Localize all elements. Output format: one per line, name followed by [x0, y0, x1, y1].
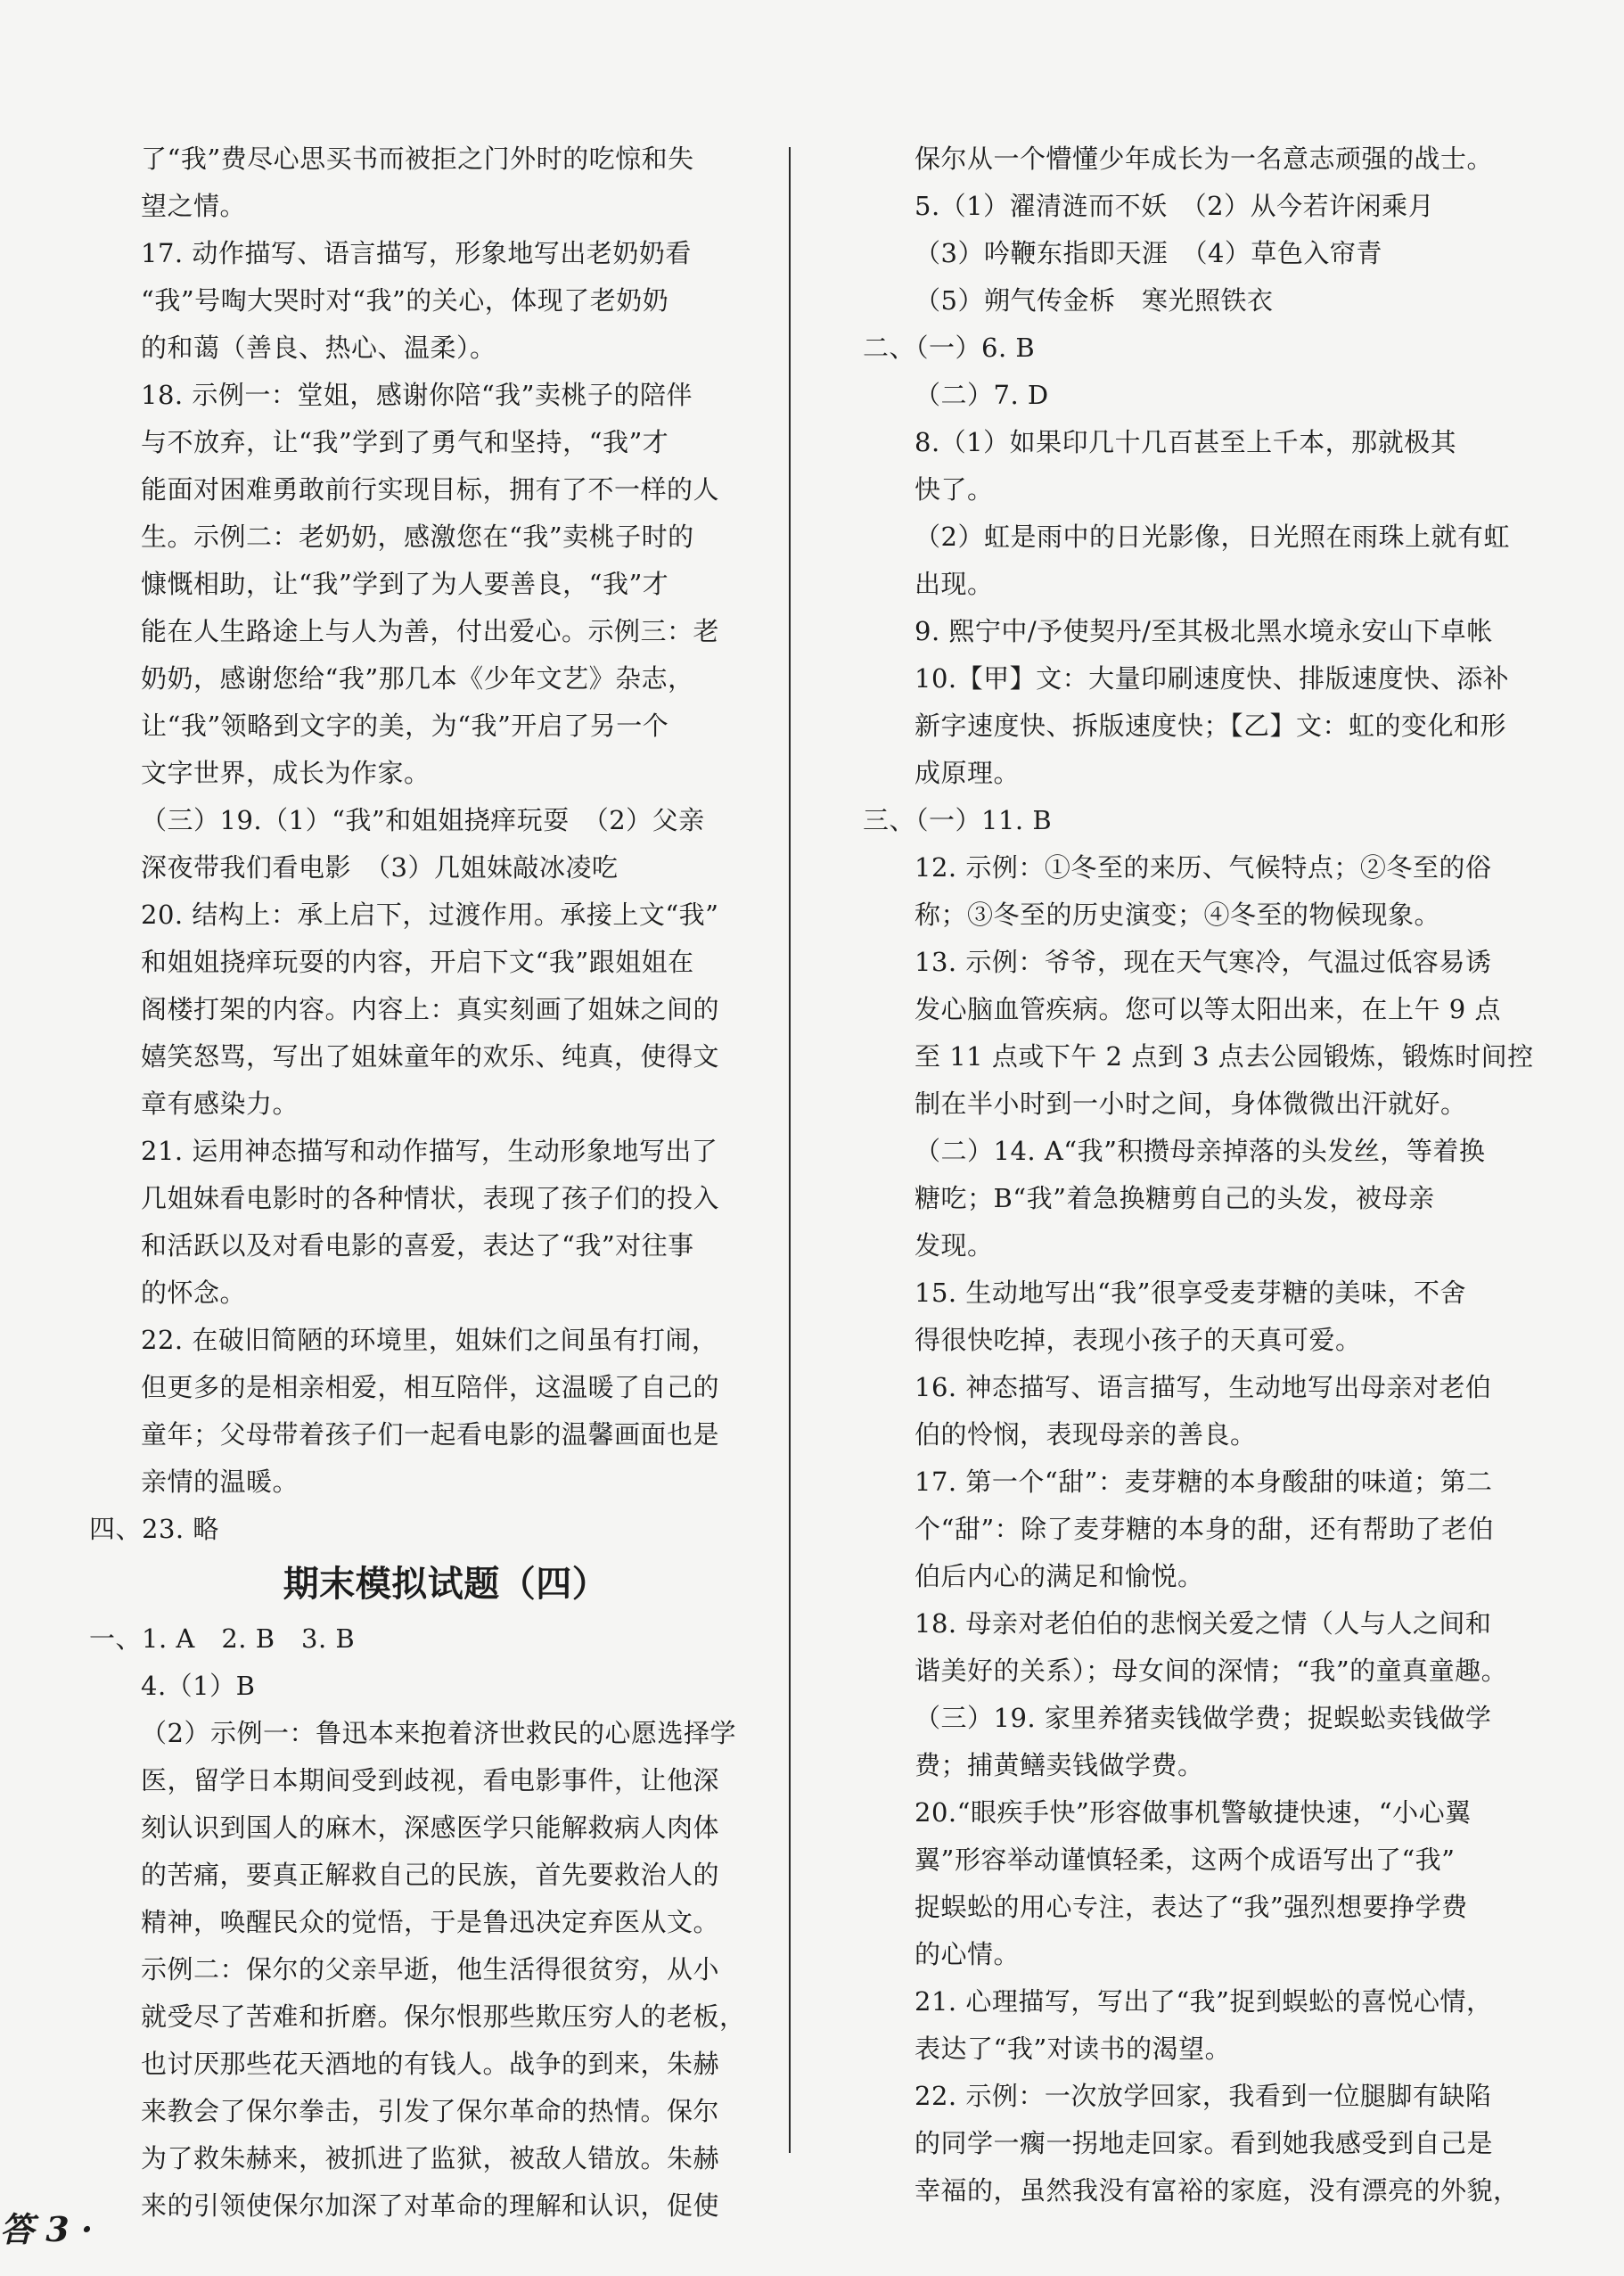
- text-line: 奶奶，感谢您给“我”那几本《少年文艺》杂志，: [141, 663, 694, 694]
- text-line: 让“我”领略到文字的美，为“我”开启了另一个: [141, 711, 669, 741]
- text-line: 伯后内心的满足和愉悦。: [915, 1561, 1204, 1591]
- text-line: 了“我”费尽心思买书而被拒之门外时的吃惊和失: [141, 144, 694, 174]
- text-line: 出现。: [915, 569, 994, 599]
- text-line: 三、（一）11. B: [863, 805, 1053, 835]
- text-line: 深夜带我们看电影 （3）几姐妹敲冰凌吃: [141, 852, 619, 883]
- text-line: 捉蜈蚣的用心专注，表达了“我”强烈想要挣学费: [915, 1892, 1468, 1922]
- text-line: 发心脑血管疾病。您可以等太阳出来，在上午 9 点: [915, 994, 1501, 1024]
- text-line: 8.（1）如果印几十几百甚至上千本，那就极其: [915, 427, 1457, 457]
- text-line: 亲情的温暖。: [141, 1467, 299, 1497]
- text-line: 也讨厌那些花天酒地的有钱人。战争的到来，朱赫: [141, 2049, 720, 2079]
- text-line: 医，留学日本期间受到歧视，看电影事件，让他深: [141, 1765, 720, 1795]
- text-line: 来教会了保尔拳击，引发了保尔革命的热情。保尔: [141, 2096, 720, 2126]
- text-line: 慷慨相助，让“我”学到了为人要善良，“我”才: [141, 569, 669, 599]
- text-line: 文字世界，成长为作家。: [141, 758, 431, 788]
- left-column: [89, 136, 746, 2230]
- text-line: 生。示例二：老奶奶，感激您在“我”卖桃子时的: [141, 522, 694, 552]
- section-title: 期末模拟试题（四）: [283, 1563, 609, 1605]
- text-line: 四、23. 略: [89, 1514, 219, 1544]
- text-line: 17. 动作描写、语言描写，形象地写出老奶奶看: [141, 238, 692, 268]
- text-line: （三）19. 家里养猪卖钱做学费；捉蜈蚣卖钱做学: [915, 1703, 1492, 1733]
- text-line: 18. 母亲对老伯伯的悲悯关爱之情（人与人之间和: [915, 1608, 1492, 1639]
- text-line: 9. 熙宁中/予使契丹/至其极北黑水境永安山下卓帐: [915, 616, 1493, 646]
- text-line: （二）7. D: [915, 380, 1049, 410]
- text-line: 和姐姐挠痒玩耍的内容，开启下文“我”跟姐姐在: [141, 947, 694, 977]
- text-line: 快了。: [915, 474, 994, 505]
- text-line: 几姐妹看电影时的各种情状，表现了孩子们的投入: [141, 1183, 720, 1213]
- text-line: 保尔从一个懵懂少年成长为一名意志顽强的战士。: [915, 144, 1494, 174]
- text-line: 嬉笑怒骂，写出了姐妹童年的欢乐、纯真，使得文: [141, 1041, 720, 1072]
- text-line: （3）吟鞭东指即天涯 （4）草色入帘青: [915, 238, 1382, 268]
- text-line: （2）虹是雨中的日光影像，日光照在雨珠上就有虹: [915, 522, 1510, 552]
- text-line: 谐美好的关系）；母女间的深情；“我”的童真童趣。: [915, 1656, 1508, 1686]
- text-line: 制在半小时到一小时之间，身体微微出汗就好。: [915, 1089, 1467, 1119]
- text-line: 21. 运用神态描写和动作描写，生动形象地写出了: [141, 1136, 718, 1166]
- text-line: 与不放弃，让“我”学到了勇气和坚持，“我”才: [141, 427, 669, 457]
- text-line: 的心情。: [915, 1939, 1021, 1969]
- text-line: 精神，唤醒民众的觉悟，于是鲁迅决定弃医从文。: [141, 1907, 720, 1937]
- text-line: 22. 示例：一次放学回家，我看到一位腿脚有缺陷: [915, 2081, 1492, 2111]
- text-line: 阁楼打架的内容。内容上：真实刻画了姐妹之间的: [141, 994, 720, 1024]
- page-number: 答 3 ·: [0, 2209, 94, 2249]
- right-column: [863, 136, 1534, 2214]
- text-line: （2）示例一：鲁迅本来抱着济世救民的心愿选择学: [141, 1718, 736, 1748]
- text-line: 新字速度快、拆版速度快；【乙】文：虹的变化和形: [915, 711, 1507, 741]
- text-line: 18. 示例一：堂姐，感谢你陪“我”卖桃子的陪伴: [141, 380, 693, 410]
- text-line: 糖吃；B“我”着急换糖剪自己的头发，被母亲: [915, 1183, 1435, 1213]
- text-line: 17. 第一个“甜”：麦芽糖的本身酸甜的味道；第二: [915, 1467, 1493, 1497]
- text-line: 为了救朱赫来，被抓进了监狱，被敌人错放。朱赫: [141, 2143, 720, 2173]
- text-line: 二、（一）6. B: [863, 333, 1036, 363]
- text-line: 20. 结构上：承上启下，过渡作用。承接上文“我”: [141, 900, 719, 930]
- text-line: 个“甜”：除了麦芽糖的本身的甜，还有帮助了老伯: [915, 1514, 1495, 1544]
- text-line: 21. 心理描写，写出了“我”捉到蜈蚣的喜悦心情，: [915, 1986, 1493, 2017]
- text-line: 伯的怜悯，表现母亲的善良。: [915, 1419, 1257, 1450]
- text-line: 能面对困难勇敢前行实现目标，拥有了不一样的人: [141, 474, 720, 505]
- text-line: 22. 在破旧简陋的环境里，姐妹们之间虽有打闹，: [141, 1325, 718, 1355]
- text-line: 得很快吃掉，表现小孩子的天真可爱。: [915, 1325, 1362, 1355]
- text-line: 至 11 点或下午 2 点到 3 点去公园锻炼，锻炼时间控: [915, 1041, 1534, 1072]
- text-line: 4.（1）B: [141, 1671, 256, 1701]
- text-line: 和活跃以及对看电影的喜爱，表达了“我”对往事: [141, 1230, 694, 1261]
- text-line: 13. 示例：爷爷，现在天气寒冷，气温过低容易诱: [915, 947, 1492, 977]
- text-line: 一、1. A 2. B 3. B: [89, 1623, 356, 1654]
- text-line: 来的引领使保尔加深了对革命的理解和认识，促使: [141, 2190, 720, 2221]
- text-line: 20.“眼疾手快”形容做事机警敏捷快速，“小心翼: [915, 1797, 1472, 1828]
- column-divider: [789, 147, 791, 2153]
- text-line: 15. 生动地写出“我”很享受麦芽糖的美味，不舍: [915, 1278, 1466, 1308]
- text-line: 的和蔼（善良、热心、温柔）。: [141, 333, 496, 363]
- text-line: 费；捕黄鳝卖钱做学费。: [915, 1750, 1204, 1780]
- text-line: 成原理。: [915, 758, 1021, 788]
- text-line: 但更多的是相亲相爱，相互陪伴，这温暖了自己的: [141, 1372, 720, 1402]
- text-line: （二）14. A“我”积攒母亲掉落的头发丝，等着换: [915, 1136, 1486, 1166]
- text-line: 称；③冬至的历史演变；④冬至的物候现象。: [915, 900, 1441, 930]
- text-line: 的苦痛，要真正解救自己的民族，首先要救治人的: [141, 1860, 720, 1890]
- text-line: 的同学一瘸一拐地走回家。看到她我感受到自己是: [915, 2128, 1494, 2158]
- text-line: 幸福的，虽然我没有富裕的家庭，没有漂亮的外貌，: [915, 2175, 1520, 2206]
- text-line: 发现。: [915, 1230, 994, 1261]
- text-line: 的怀念。: [141, 1278, 247, 1308]
- text-line: 章有感染力。: [141, 1089, 299, 1119]
- text-line: 能在人生路途上与人为善，付出爱心。示例三：老: [141, 616, 720, 646]
- text-line: 示例二：保尔的父亲早逝，他生活得很贫穷，从小: [141, 1954, 720, 1984]
- text-line: 刻认识到国人的麻木，深感医学只能解救病人肉体: [141, 1812, 720, 1843]
- text-line: （5）朔气传金柝 寒光照铁衣: [915, 285, 1274, 316]
- text-line: 望之情。: [141, 191, 247, 221]
- text-line: 5.（1）濯清涟而不妖 （2）从今若许闲乘月: [915, 191, 1435, 221]
- text-line: 翼”形容举动谨慎轻柔，这两个成语写出了“我”: [915, 1845, 1456, 1875]
- text-line: 12. 示例：①冬至的来历、气候特点；②冬至的俗: [915, 852, 1492, 883]
- text-line: 16. 神态描写、语言描写，生动地写出母亲对老伯: [915, 1372, 1492, 1402]
- text-line: “我”号啕大哭时对“我”的关心，体现了老奶奶: [141, 285, 669, 316]
- text-line: 10.【甲】文：大量印刷速度快、排版速度快、添补: [915, 663, 1510, 694]
- text-line: 就受尽了苦难和折磨。保尔恨那些欺压穷人的老板，: [141, 2001, 746, 2032]
- text-line: （三）19.（1）“我”和姐姐挠痒玩耍 （2）父亲: [141, 805, 705, 835]
- text-line: 童年；父母带着孩子们一起看电影的温馨画面也是: [141, 1419, 720, 1450]
- text-line: 表达了“我”对读书的渴望。: [915, 2034, 1232, 2064]
